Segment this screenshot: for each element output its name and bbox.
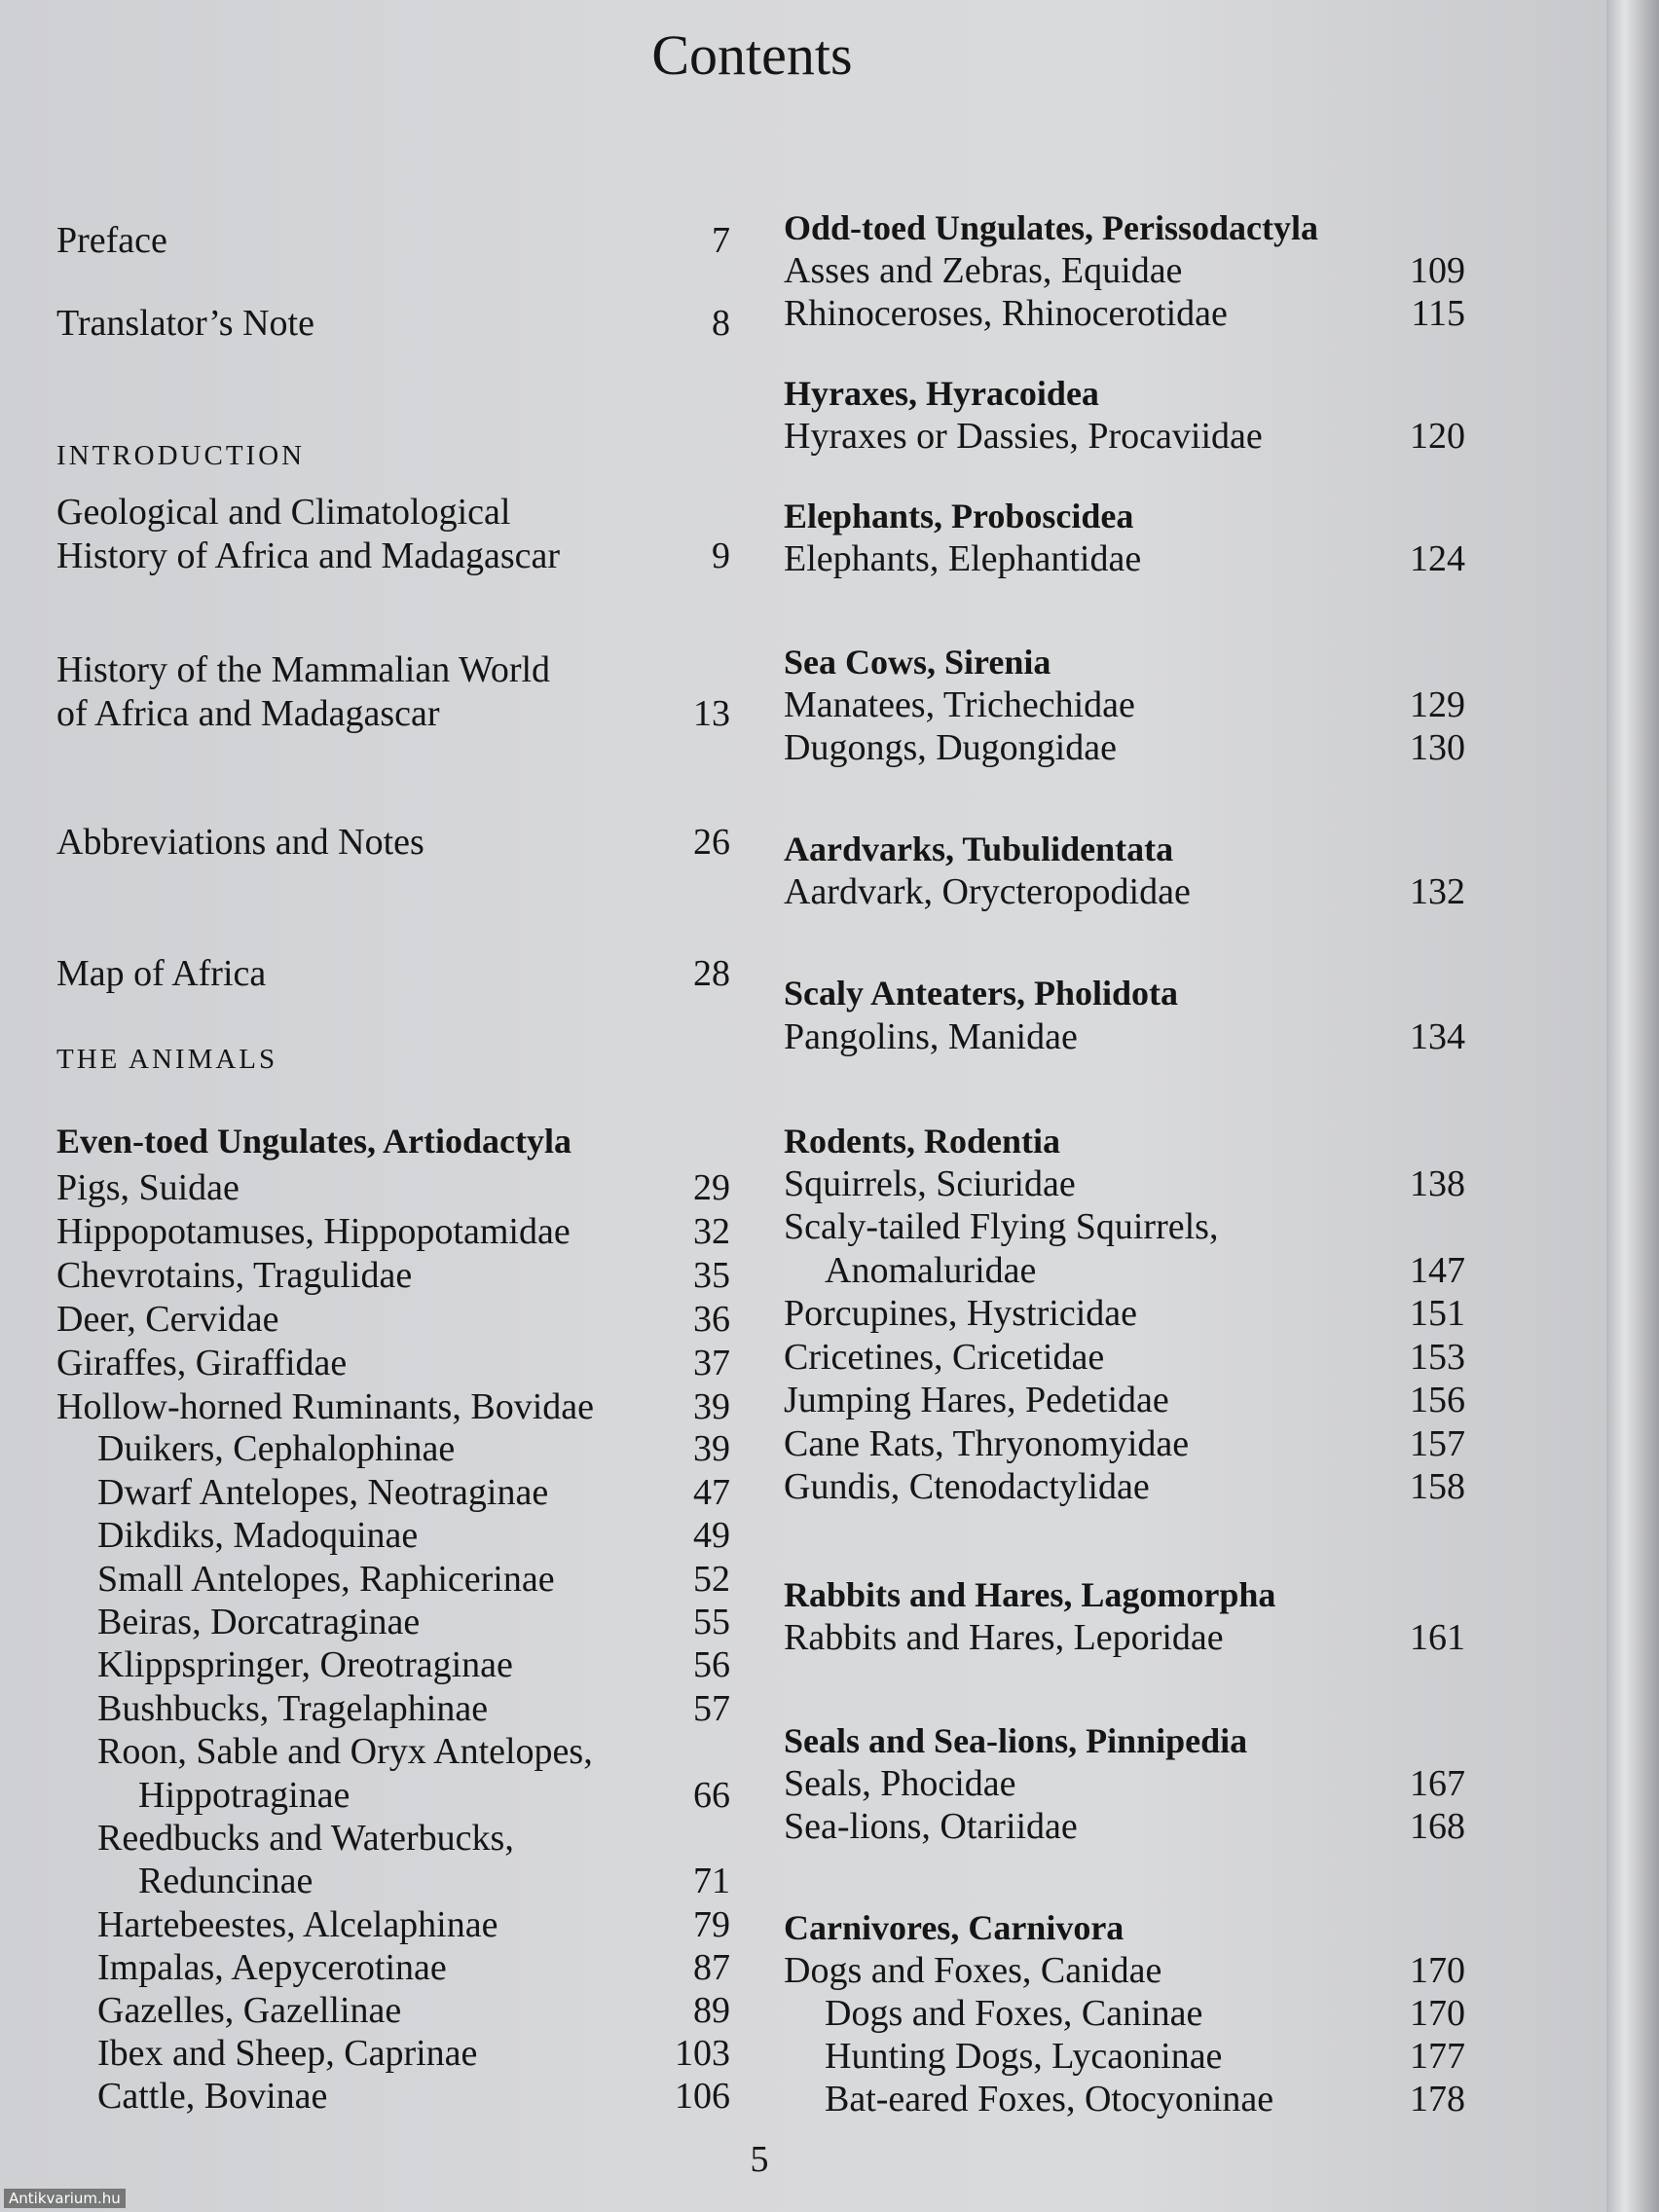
entry-page: 89 — [693, 1990, 730, 2031]
entry-page: 52 — [693, 1559, 730, 1600]
entry-page: 29 — [693, 1167, 730, 1208]
entry-page: 35 — [693, 1255, 730, 1296]
entry-page: 178 — [1410, 2079, 1465, 2120]
entry-label: Reduncinae — [138, 1861, 313, 1901]
toc-entry — [56, 1210, 736, 1253]
entry-label: Manatees, Trichechidae — [784, 684, 1135, 725]
entry-label: Hunting Dogs, Lycaoninae — [825, 2036, 1223, 2077]
group-heading — [784, 372, 1465, 415]
entry-page: 129 — [1410, 684, 1465, 725]
toc-entry — [784, 1379, 1465, 1421]
group-heading — [784, 1120, 1465, 1162]
entry-label: Abbreviations and Notes — [56, 822, 424, 863]
entry-label: Sea-lions, Otariidae — [784, 1806, 1078, 1847]
entry-label: Dugongs, Dugongidae — [784, 727, 1117, 768]
entry-page: 124 — [1410, 538, 1465, 579]
entry-label: Cattle, Bovinae — [97, 2076, 328, 2117]
entry-label: Hippotraginae — [138, 1775, 350, 1816]
entry-label: Reedbucks and Waterbucks, — [97, 1818, 514, 1859]
entry-label: Gundis, Ctenodactylidae — [784, 1466, 1150, 1507]
entry-label: Deer, Cervidae — [56, 1299, 279, 1340]
section-heading — [56, 1038, 736, 1081]
entry-page: 170 — [1410, 1993, 1465, 2034]
toc-entry — [56, 2075, 736, 2118]
toc-entry — [784, 1015, 1465, 1058]
entry-page: 115 — [1411, 293, 1465, 334]
group-heading — [784, 1573, 1465, 1616]
entry-page: 177 — [1410, 2036, 1465, 2077]
entry-label: Klippspringer, Oreotraginae — [97, 1644, 513, 1685]
section-label: THE ANIMALS — [56, 1044, 278, 1075]
group-heading — [784, 495, 1465, 537]
group-heading — [784, 1719, 1465, 1762]
entry-label: Scaly-tailed Flying Squirrels, — [784, 1206, 1219, 1247]
group-label: Sea Cows, Sirenia — [784, 643, 1051, 682]
toc-entry — [784, 2078, 1465, 2120]
entry-page: 161 — [1410, 1617, 1465, 1658]
group-label: Odd-toed Ungulates, Perissodactyla — [784, 208, 1318, 247]
entry-page: 168 — [1410, 1806, 1465, 1847]
entry-page: 157 — [1410, 1423, 1465, 1464]
group-label: Seals and Sea-lions, Pinnipedia — [784, 1721, 1248, 1760]
entry-page: 66 — [693, 1775, 730, 1816]
entry-label: Chevrotains, Tragulidae — [56, 1255, 413, 1296]
toc-entry — [784, 1205, 1465, 1248]
entry-page: 153 — [1410, 1337, 1465, 1378]
entry-label: Hollow-horned Ruminants, Bovidae — [56, 1386, 594, 1427]
entry-page: 9 — [712, 535, 730, 576]
toc-entry — [784, 1992, 1465, 2035]
toc-entry — [56, 1385, 736, 1428]
toc-entry — [784, 292, 1465, 335]
entry-label: Seals, Phocidae — [784, 1763, 1016, 1804]
entry-page: 37 — [693, 1343, 730, 1383]
entry-label: Hippopotamuses, Hippopotamidae — [56, 1211, 571, 1252]
group-label: Carnivores, Carnivora — [784, 1908, 1124, 1947]
toc-entry — [56, 1946, 736, 1989]
toc-entry — [784, 1616, 1465, 1659]
toc-entry — [56, 1903, 736, 1946]
entry-page: 79 — [693, 1904, 730, 1945]
toc-entry — [56, 1166, 736, 1209]
entry-page: 49 — [693, 1515, 730, 1556]
toc-entry — [784, 726, 1465, 769]
entry-label: Jumping Hares, Pedetidae — [784, 1380, 1169, 1420]
toc-entry — [784, 1292, 1465, 1335]
toc-entry — [56, 1342, 736, 1384]
entry-label: Ibex and Sheep, Caprinae — [97, 2033, 478, 2074]
entry-label: Duikers, Cephalophinae — [97, 1428, 456, 1469]
entry-page: 109 — [1410, 250, 1465, 291]
entry-label: Elephants, Elephantidae — [784, 538, 1142, 579]
group-heading — [784, 641, 1465, 683]
entry-page: 8 — [712, 303, 730, 344]
group-label: Rodents, Rodentia — [784, 1122, 1061, 1161]
watermark: Antikvarium.hu — [4, 2189, 126, 2208]
entry-label: Cricetines, Cricetidae — [784, 1337, 1105, 1378]
toc-entry — [784, 1465, 1465, 1508]
entry-label: Hartebeestes, Alcelaphinae — [97, 1904, 498, 1945]
entry-page: 39 — [693, 1386, 730, 1427]
group-label: Elephants, Proboscidea — [784, 497, 1134, 535]
entry-page: 47 — [693, 1472, 730, 1513]
group-heading — [56, 1120, 736, 1162]
entry-page: 147 — [1410, 1250, 1465, 1291]
entry-page: 167 — [1410, 1763, 1465, 1804]
toc-entry — [784, 249, 1465, 292]
toc-entry — [56, 2032, 736, 2075]
toc-entry — [56, 1427, 736, 1470]
toc-entry — [784, 1762, 1465, 1805]
toc-entry — [56, 1601, 736, 1643]
entry-label: of Africa and Madagascar — [56, 693, 440, 734]
toc-entry — [56, 1730, 736, 1773]
toc-entry — [784, 1949, 1465, 1992]
entry-label: Hyraxes or Dassies, Procaviidae — [784, 416, 1263, 457]
toc-entry — [784, 415, 1465, 458]
toc-entry — [56, 535, 736, 577]
toc-entry — [56, 1514, 736, 1557]
entry-label: Anomaluridae — [825, 1250, 1037, 1291]
toc-entry — [56, 1254, 736, 1297]
entry-page: 32 — [693, 1211, 730, 1252]
entry-page: 156 — [1410, 1380, 1465, 1420]
toc-entry — [56, 1860, 736, 1902]
entry-label: Pangolins, Manidae — [784, 1016, 1078, 1057]
toc-entry — [784, 1422, 1465, 1465]
toc-entry — [56, 1687, 736, 1730]
toc-entry — [784, 2035, 1465, 2078]
entry-label: Small Antelopes, Raphicerinae — [97, 1559, 555, 1600]
entry-label: Geological and Climatological — [56, 492, 511, 533]
entry-page: 57 — [693, 1688, 730, 1729]
toc-entry — [784, 1805, 1465, 1848]
group-heading — [784, 1906, 1465, 1949]
toc-entry — [56, 1774, 736, 1817]
entry-label: Pigs, Suidae — [56, 1167, 240, 1208]
group-heading — [784, 972, 1465, 1014]
entry-label: Bushbucks, Tragelaphinae — [97, 1688, 489, 1729]
entry-label: Porcupines, Hystricidae — [784, 1293, 1138, 1334]
contents-right-column — [784, 0, 1465, 2212]
group-label: Scaly Anteaters, Pholidota — [784, 974, 1178, 1013]
toc-entry — [56, 1558, 736, 1601]
entry-page: 56 — [693, 1644, 730, 1685]
section-heading — [56, 434, 736, 477]
entry-label: Dikdiks, Madoquinae — [97, 1515, 419, 1556]
entry-label: Map of Africa — [56, 953, 267, 994]
entry-page: 106 — [675, 2076, 730, 2117]
toc-entry — [56, 491, 736, 534]
entry-label: Dogs and Foxes, Caninae — [825, 1993, 1203, 2034]
entry-label: Translator’s Note — [56, 303, 314, 344]
toc-entry — [56, 219, 736, 262]
group-heading — [784, 828, 1465, 870]
toc-entry — [784, 1336, 1465, 1379]
entry-label: Dogs and Foxes, Canidae — [784, 1950, 1162, 1991]
entry-page: 132 — [1410, 871, 1465, 912]
entry-page: 158 — [1410, 1466, 1465, 1507]
entry-label: Impalas, Aepycerotinae — [97, 1947, 447, 1988]
toc-entry — [56, 302, 736, 345]
book-spine-edge — [1606, 0, 1659, 2212]
entry-page: 26 — [693, 822, 730, 863]
entry-page: 130 — [1410, 727, 1465, 768]
toc-entry — [56, 952, 736, 995]
entry-page: 138 — [1410, 1163, 1465, 1204]
toc-entry — [784, 870, 1465, 913]
entry-page: 39 — [693, 1428, 730, 1469]
entry-page: 71 — [693, 1861, 730, 1901]
toc-entry — [56, 1989, 736, 2032]
section-label: INTRODUCTION — [56, 440, 306, 471]
toc-entry — [56, 1471, 736, 1514]
entry-page: 13 — [693, 693, 730, 734]
entry-page: 134 — [1410, 1016, 1465, 1057]
entry-label: Roon, Sable and Oryx Antelopes, — [97, 1731, 593, 1772]
entry-label: Preface — [56, 220, 167, 261]
toc-entry — [56, 1643, 736, 1686]
entry-label: Giraffes, Giraffidae — [56, 1343, 348, 1383]
entry-label: Squirrels, Sciuridae — [784, 1163, 1076, 1204]
toc-entry — [56, 1817, 736, 1860]
toc-entry — [784, 683, 1465, 726]
toc-entry — [56, 692, 736, 735]
group-heading — [784, 206, 1465, 249]
toc-entry — [784, 1249, 1465, 1292]
entry-page: 151 — [1410, 1293, 1465, 1334]
toc-entry — [784, 537, 1465, 580]
toc-entry — [56, 821, 736, 864]
entry-page: 36 — [693, 1299, 730, 1340]
entry-label: Rabbits and Hares, Leporidae — [784, 1617, 1224, 1658]
entry-label: Gazelles, Gazellinae — [97, 1990, 402, 2031]
group-label: Rabbits and Hares, Lagomorpha — [784, 1575, 1276, 1614]
entry-label: Aardvark, Orycteropodidae — [784, 871, 1191, 912]
entry-page: 7 — [712, 220, 730, 261]
entry-label: Beiras, Dorcatraginae — [97, 1602, 421, 1642]
page-number: 5 — [750, 2139, 769, 2180]
entry-label: Bat-eared Foxes, Otocyoninae — [825, 2079, 1274, 2120]
toc-entry — [56, 648, 736, 691]
entry-label: Cane Rats, Thryonomyidae — [784, 1423, 1190, 1464]
group-label: Hyraxes, Hyracoidea — [784, 374, 1099, 413]
entry-page: 87 — [693, 1947, 730, 1988]
toc-entry — [784, 1162, 1465, 1205]
entry-page: 103 — [675, 2033, 730, 2074]
entry-page: 120 — [1410, 416, 1465, 457]
entry-label: Dwarf Antelopes, Neotraginae — [97, 1472, 549, 1513]
group-label: Even-toed Ungulates, Artiodactyla — [56, 1122, 571, 1161]
entry-label: History of the Mammalian World — [56, 649, 551, 690]
entry-page: 55 — [693, 1602, 730, 1642]
entry-label: Rhinoceroses, Rhinocerotidae — [784, 293, 1228, 334]
contents-left-column — [56, 0, 736, 2212]
entry-page: 170 — [1410, 1950, 1465, 1991]
page-title: Contents — [651, 23, 853, 87]
entry-page: 28 — [693, 953, 730, 994]
toc-entry — [56, 1298, 736, 1341]
group-label: Aardvarks, Tubulidentata — [784, 830, 1174, 868]
entry-label: Asses and Zebras, Equidae — [784, 250, 1183, 291]
entry-label: History of Africa and Madagascar — [56, 535, 561, 576]
